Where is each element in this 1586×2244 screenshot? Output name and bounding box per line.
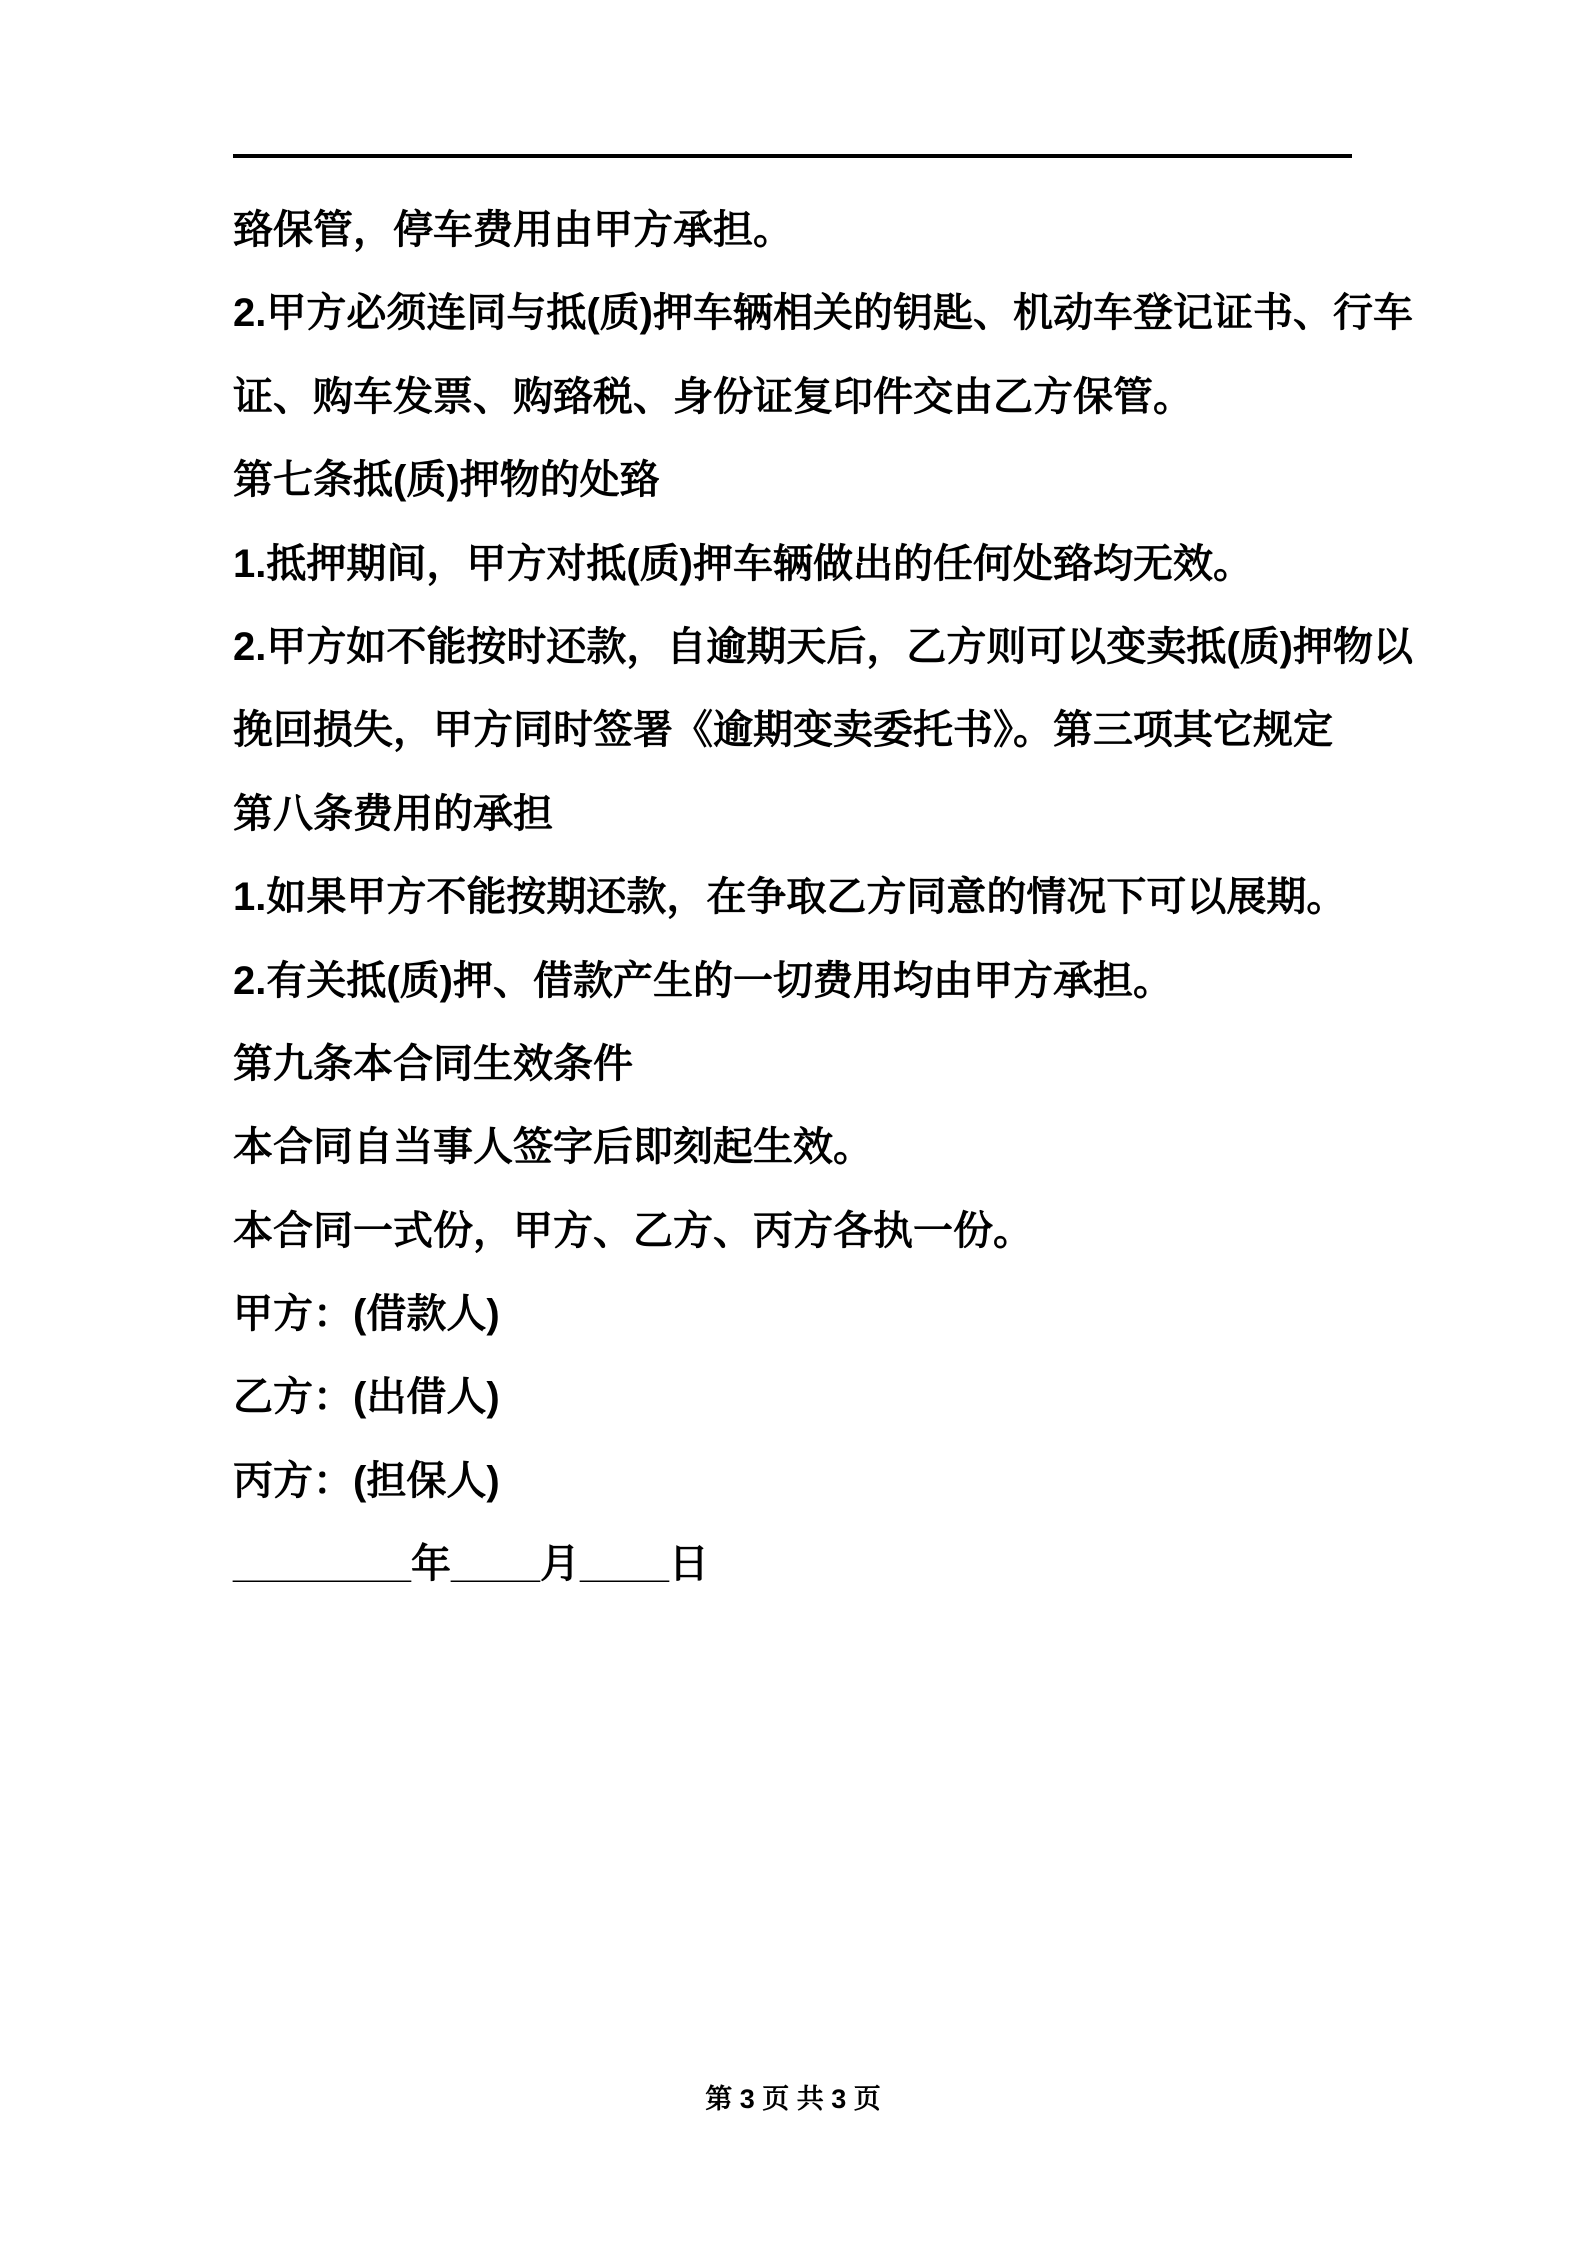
document-line: 2.甲方如不能按时还款，自逾期天后，乙方则可以变卖抵(质)押物以	[233, 624, 1413, 669]
document-line: 第七条抵(质)押物的处臵	[233, 458, 660, 503]
document-line: 乙方：(出借人)	[233, 1375, 500, 1420]
header-separator-rule	[233, 154, 1352, 158]
document-line: 2.有关抵(质)押、借款产生的一切费用均由甲方承担。	[233, 958, 1173, 1003]
document-line: 2.甲方必须连同与抵(质)押车辆相关的钥匙、机动车登记证书、行车	[233, 291, 1413, 336]
document-line: 第八条费用的承担	[233, 791, 553, 836]
document-line: 本合同自当事人签字后即刻起生效。	[233, 1125, 873, 1170]
document-line: 第九条本合同生效条件	[233, 1041, 633, 1086]
document-line: 丙方：(担保人)	[233, 1458, 500, 1503]
page-number-footer: 第 3 页 共 3 页	[705, 2084, 881, 2114]
document-line: 本合同一式份，甲方、乙方、丙方各执一份。	[233, 1208, 1033, 1253]
document-line: 1.抵押期间，甲方对抵(质)押车辆做出的任何处臵均无效。	[233, 541, 1253, 586]
document-line: 甲方：(借款人)	[233, 1292, 500, 1337]
document-body	[233, 189, 1443, 1607]
document-line: 臵保管，停车费用由甲方承担。	[233, 208, 793, 252]
document-line: 证、购车发票、购臵税、身份证复印件交由乙方保管。	[233, 374, 1193, 419]
document-line: 1.如果甲方不能按期还款，在争取乙方同意的情况下可以展期。	[233, 875, 1347, 920]
document-line: 挽回损失，甲方同时签署《逾期变卖委托书》。第三项其它规定	[233, 708, 1333, 753]
document-line: ________年____月____日	[233, 1542, 709, 1587]
